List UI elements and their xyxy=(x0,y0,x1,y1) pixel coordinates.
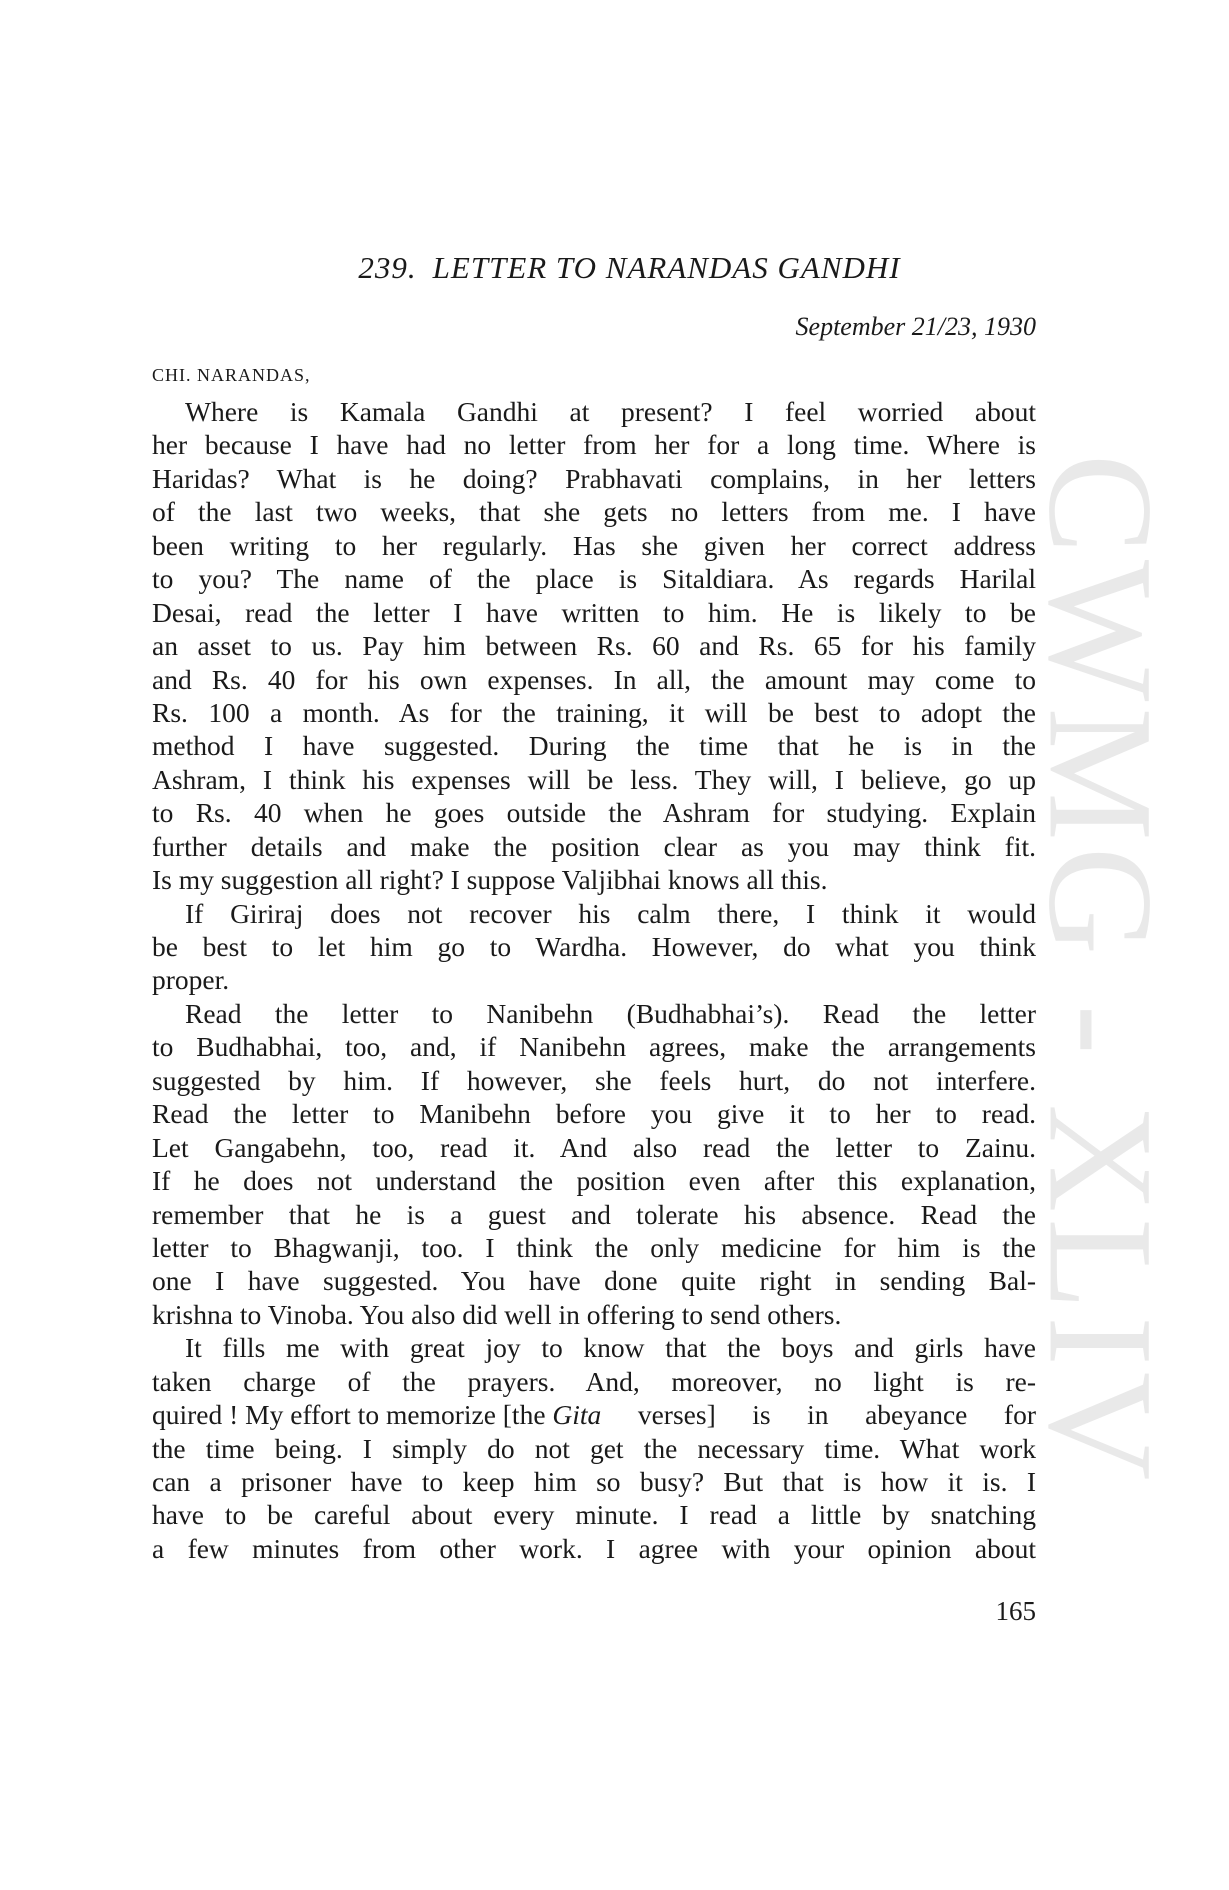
text-line-part: quired ! My effort to memorize [the xyxy=(152,1399,553,1431)
text-line: to Rs. 40 when he goes outside the Ashram for studying. Explain xyxy=(152,797,1036,829)
salutation: CHI. NARANDAS, xyxy=(152,365,311,385)
text-line: If Giriraj does not recover his calm there, I think it would xyxy=(185,897,1036,929)
text-line-part: verses] is in abeyance for xyxy=(601,1399,1036,1431)
text-line: one I have suggested. You have done quite right in sending Bal- xyxy=(152,1265,1036,1297)
letter-body xyxy=(152,395,1036,1565)
text-line: taken charge of the prayers. And, moreover, no light is re- xyxy=(152,1365,1036,1397)
letter-number: 239. xyxy=(358,250,417,285)
text-line: her because I have had no letter from her for a long time. Where is xyxy=(152,429,1036,461)
text-line xyxy=(152,1398,1036,1431)
text-line: Read the letter to Manibehn before you give it to her to read. xyxy=(152,1098,1036,1130)
watermark xyxy=(1015,453,1184,1487)
text-line: remember that he is a guest and tolerate his absence. Read the xyxy=(152,1198,1036,1230)
text-line: proper. xyxy=(152,964,230,996)
text-line: If he does not understand the position even after this explanation, xyxy=(152,1165,1036,1197)
text-line: be best to let him go to Wardha. However, do what you think xyxy=(152,931,1036,962)
text-line: Where is Kamala Gandhi at present? I feel worried about xyxy=(185,396,1036,427)
text-line: a few minutes from other work. I agree with your opinion about xyxy=(152,1532,1036,1564)
text-line: letter to Bhagwanji, too. I think the only medicine for him is the xyxy=(152,1231,1036,1263)
text-line: method I have suggested. During the time that he is in the xyxy=(152,730,1036,762)
text-line: krishna to Vinoba. You also did well in offering to send others. xyxy=(152,1298,842,1330)
text-line: Read the letter to Nanibehn (Budhabhai’s). Read the letter xyxy=(185,997,1036,1029)
text-line: It fills me with great joy to know that the boys and girls have xyxy=(185,1332,1036,1364)
text-line: have to be careful about every minute. I read a little by snatching xyxy=(152,1499,1036,1531)
text-line: suggested by him. If however, she feels hurt, do not interfere. xyxy=(152,1064,1036,1096)
letter-title-text: LETTER TO NARANDAS GANDHI xyxy=(432,250,901,285)
watermark-text: CWMG - XLIV xyxy=(1017,453,1184,1487)
gita-title: Gita xyxy=(552,1399,602,1431)
letter-date: September 21/23, 1930 xyxy=(795,312,1036,341)
text-line: the time being. I simply do not get the necessary time. What work xyxy=(152,1432,1036,1464)
text-line: Rs. 100 a month. As for the training, it will be best to adopt the xyxy=(152,696,1036,728)
text-line: Ashram, I think his expenses will be less. They will, I believe, go up xyxy=(152,763,1036,795)
text-line: Desai, read the letter I have written to him. He is likely to be xyxy=(152,596,1036,628)
text-line: Is my suggestion all right? I suppose Valjibhai knows all this. xyxy=(152,864,828,896)
text-line: further details and make the position clear as you may think fit. xyxy=(152,830,1036,862)
text-line: Let Gangabehn, too, read it. And also read the letter to Zainu. xyxy=(152,1131,1036,1163)
text-line: Haridas? What is he doing? Prabhavati complains, in her letters xyxy=(152,462,1036,494)
text-line: and Rs. 40 for his own expenses. In all, the amount may come to xyxy=(152,663,1036,695)
text-line: to Budhabhai, too, and, if Nanibehn agrees, make the arrangements xyxy=(152,1031,1036,1063)
text-line: of the last two weeks, that she gets no letters from me. I have xyxy=(152,496,1036,528)
letter-title xyxy=(0,250,1229,286)
text-line: can a prisoner have to keep him so busy? But that is how it is. I xyxy=(152,1466,1036,1497)
page-number: 165 xyxy=(995,1596,1036,1626)
text-line: to you? The name of the place is Sitaldiara. As regards Harilal xyxy=(152,563,1036,595)
text-line: been writing to her regularly. Has she given her correct address xyxy=(152,529,1036,561)
text-line: an asset to us. Pay him between Rs. 60 and Rs. 65 for his family xyxy=(152,630,1036,662)
